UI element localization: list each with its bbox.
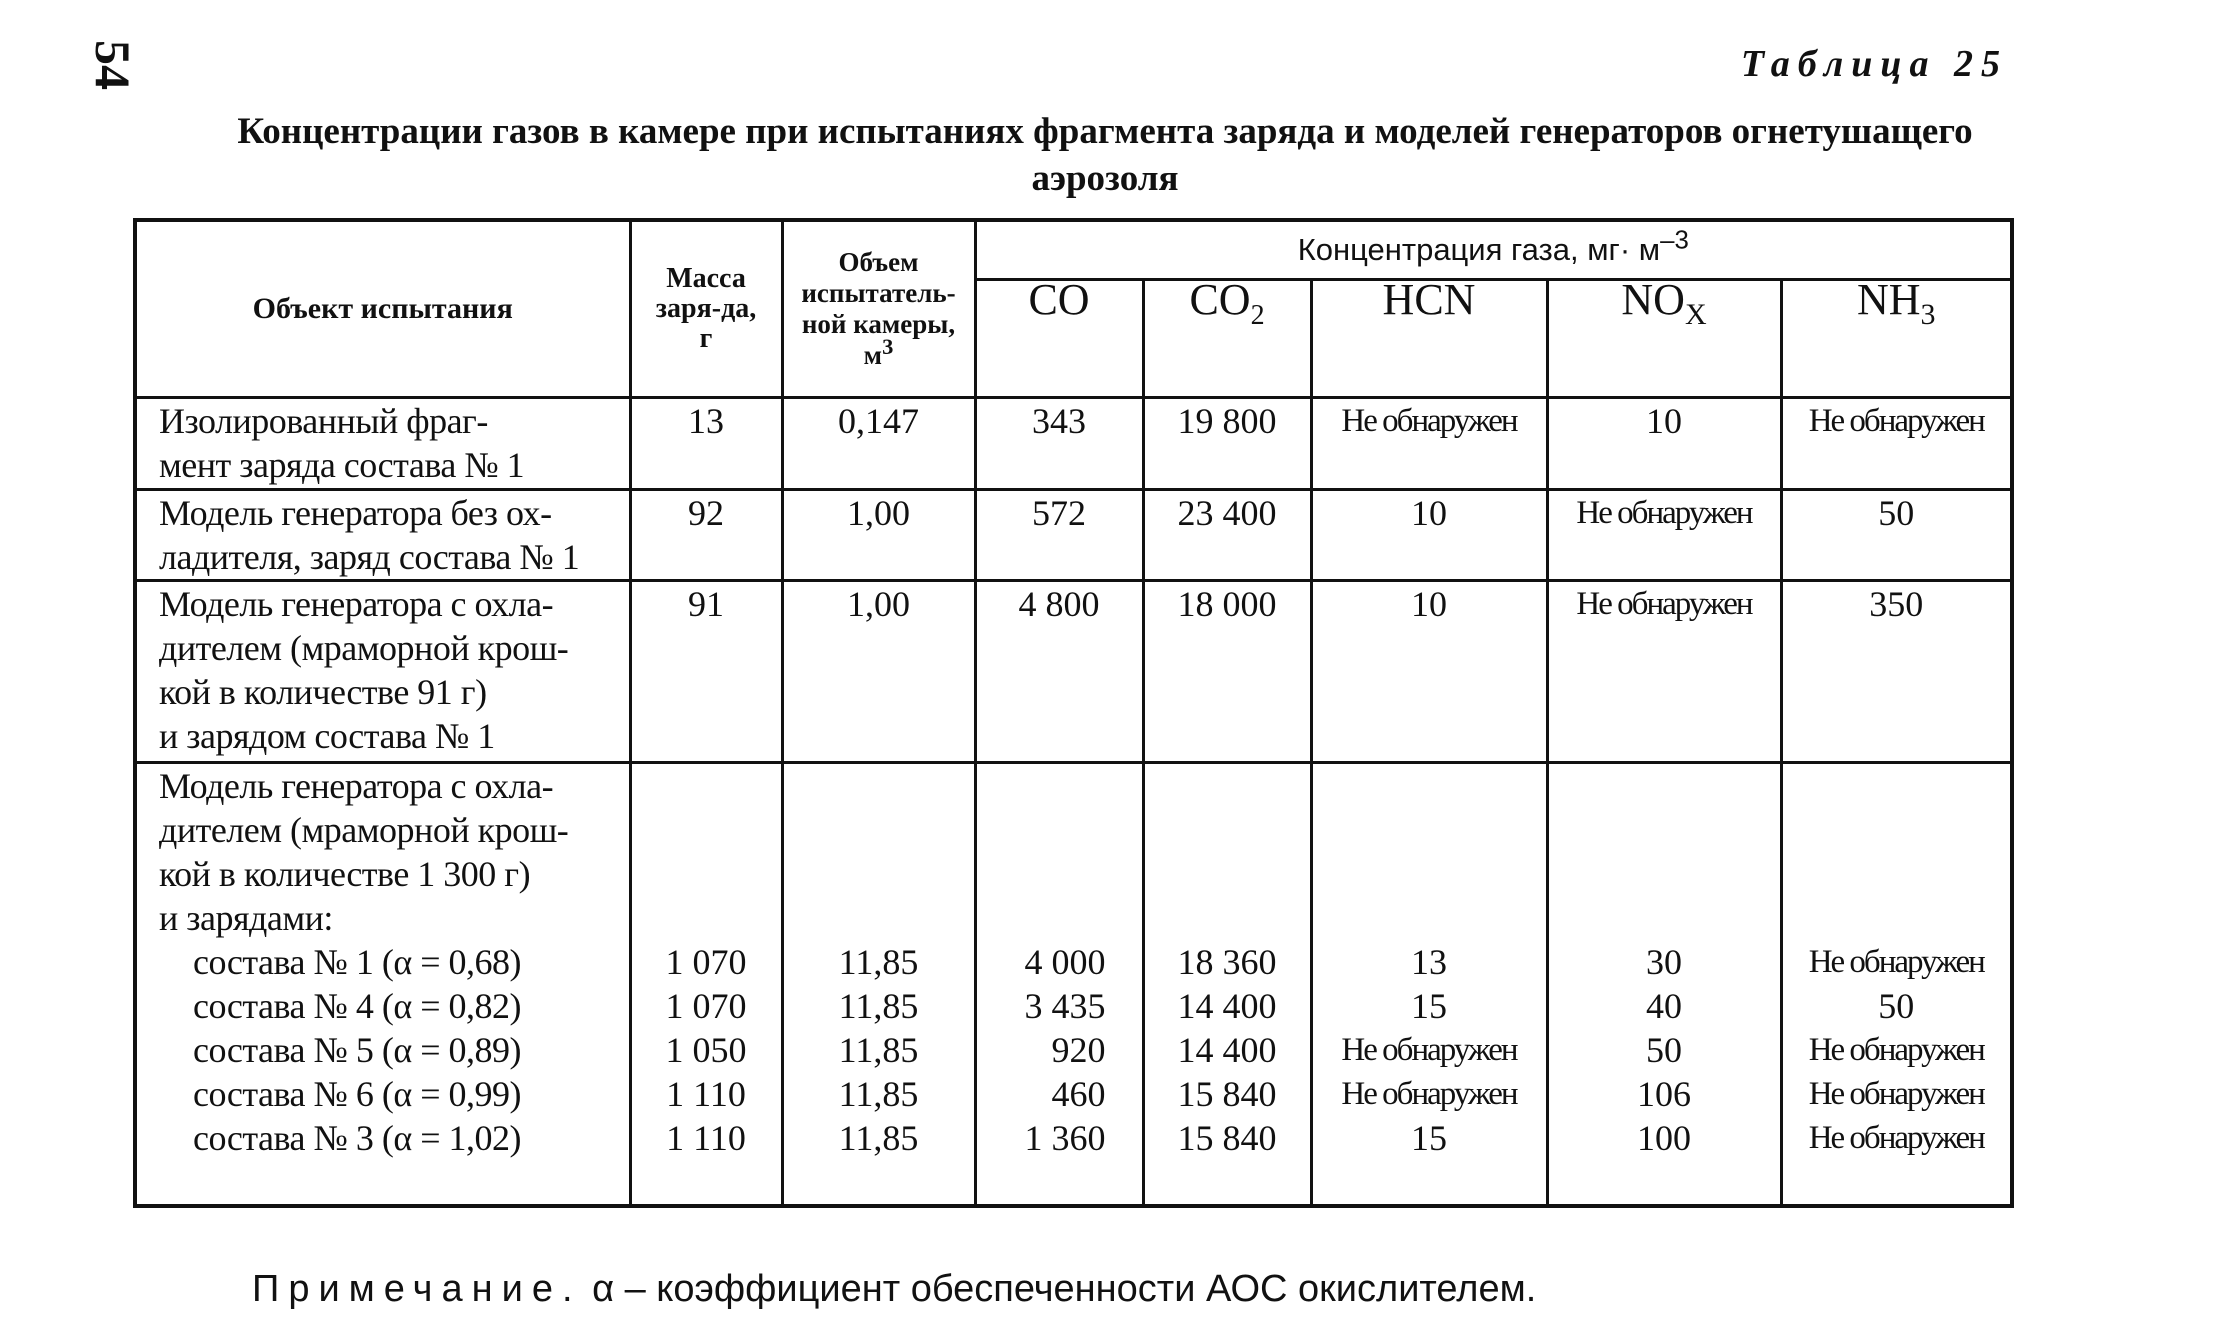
sub-row-label: состава № 4 (α = 0,82) xyxy=(193,986,521,1026)
sub-row-co2: 14 400 xyxy=(1177,986,1277,1026)
row3-object-line3: кой в количестве 91 г) xyxy=(159,672,487,712)
sub-row-hcn: Не обнаружен xyxy=(1341,1076,1517,1112)
header-volume-unit-sup: 3 xyxy=(882,334,894,359)
row2-volume: 1,00 xyxy=(782,490,975,581)
group-nh3-column xyxy=(1781,763,2012,1206)
sub-row-volume: 11,85 xyxy=(838,1074,919,1114)
sub-row-co: 4 000 xyxy=(1024,942,1106,982)
header-mass xyxy=(630,220,782,398)
row4-object xyxy=(135,763,630,1206)
row1-object xyxy=(135,398,630,490)
header-mass-text: Масса заря-да, г xyxy=(655,263,757,354)
header-co: CO xyxy=(975,280,1143,398)
row2-co: 572 xyxy=(975,490,1143,581)
sub-row-mass: 1 070 xyxy=(665,942,747,982)
sub-row-co2: 15 840 xyxy=(1177,1074,1277,1114)
sub-row-hcn: 13 xyxy=(1411,942,1447,982)
row2-object-line1: Модель генератора без ох- xyxy=(159,493,552,533)
sub-row-co: 1 360 xyxy=(1024,1118,1106,1158)
sub-row-mass: 1 050 xyxy=(665,1030,747,1070)
header-volume-line3: ной камеры, xyxy=(801,309,956,339)
row3-object xyxy=(135,581,630,763)
group-spacer xyxy=(1145,764,1310,940)
row2-hcn: 10 xyxy=(1311,490,1547,581)
row1-nh3: Не обнаружен xyxy=(1781,398,2012,490)
row1-object-line1: Изолированный фраг- xyxy=(159,401,488,441)
sub-row-nh3: 50 xyxy=(1878,986,1915,1026)
sub-row-nh3: Не обнаружен xyxy=(1808,1120,1984,1156)
row3-volume: 1,00 xyxy=(782,581,975,763)
sub-row-nox: 40 xyxy=(1646,986,1682,1026)
row3-object-line4: и зарядом состава № 1 xyxy=(159,716,495,756)
sub-row-nox: 100 xyxy=(1637,1118,1691,1158)
header-concentration-text: Концентрация газа, мг· м xyxy=(1297,232,1661,267)
table-row xyxy=(135,398,2012,490)
sub-row-label: состава № 3 (α = 1,02) xyxy=(193,1118,521,1158)
group-spacer xyxy=(1313,764,1546,940)
row4-object-line3: кой в количестве 1 300 г) xyxy=(159,854,531,894)
sub-row-co: 460 xyxy=(1051,1074,1106,1114)
sub-row-co: 3 435 xyxy=(1024,986,1106,1026)
group-co2-column xyxy=(1143,763,1311,1206)
row1-volume: 0,147 xyxy=(782,398,975,490)
header-hcn: HCN xyxy=(1311,280,1547,398)
group-spacer xyxy=(1783,764,2011,940)
row3-hcn: 10 xyxy=(1311,581,1547,763)
header-volume xyxy=(782,220,975,398)
row4-object-line4: и зарядами: xyxy=(159,898,333,938)
header-volume-line4 xyxy=(784,334,974,371)
row2-object-line2: ладителя, заряд состава № 1 xyxy=(159,537,580,577)
header-concentration xyxy=(975,220,2012,280)
group-spacer xyxy=(977,764,1106,940)
row3-nh3: 350 xyxy=(1781,581,2012,763)
row4-object-line2: дителем (мраморной крош- xyxy=(159,810,569,850)
table-label: Таблица 25 xyxy=(1740,43,2008,85)
table-row-group xyxy=(135,763,2012,1206)
row2-mass: 92 xyxy=(630,490,782,581)
header-nox-text: NO xyxy=(1621,275,1685,324)
group-volume-column xyxy=(782,763,975,1206)
row2-nh3: 50 xyxy=(1781,490,2012,581)
footnote-text: α – коэффициент обеспеченности АОС окислителем. xyxy=(581,1268,1537,1310)
group-spacer xyxy=(632,764,781,940)
sub-row-hcn: Не обнаружен xyxy=(1341,1032,1517,1068)
header-volume-line2: испытатель- xyxy=(801,278,956,308)
row3-object-line1: Модель генератора с охла- xyxy=(159,584,554,624)
sub-row-co2: 14 400 xyxy=(1177,1030,1277,1070)
footnote xyxy=(252,1268,1536,1311)
row2-nox: Не обнаружен xyxy=(1547,490,1781,581)
sub-row-co2: 18 360 xyxy=(1177,942,1277,982)
sub-row-hcn: 15 xyxy=(1411,1118,1447,1158)
header-nh3-text: NH xyxy=(1856,275,1921,324)
page-number: 54 xyxy=(85,40,141,90)
row4-object-line1: Модель генератора с охла- xyxy=(159,766,554,806)
gas-concentration-table xyxy=(133,218,2014,1208)
sub-row-volume: 11,85 xyxy=(838,1030,919,1070)
header-volume-unit: м xyxy=(863,340,883,370)
header-nox-sub: X xyxy=(1684,297,1707,331)
group-spacer xyxy=(784,764,974,940)
header-co2-text: CO xyxy=(1189,275,1251,324)
header-co2 xyxy=(1143,275,1311,398)
header-object: Объект испытания xyxy=(135,220,630,398)
row1-object-line2: мент заряда состава № 1 xyxy=(159,445,525,485)
sub-row-co: 920 xyxy=(1051,1030,1106,1070)
row1-hcn: Не обнаружен xyxy=(1311,398,1547,490)
header-nh3 xyxy=(1781,275,2012,398)
sub-row-nox: 106 xyxy=(1637,1074,1691,1114)
sub-row-mass: 1 110 xyxy=(666,1118,746,1158)
header-nh3-sub: 3 xyxy=(1920,297,1936,331)
table-caption: Концентрации газов в камере при испытаниях фрагмента заряда и моделей генераторов огнетушащего аэрозоля xyxy=(237,111,1973,199)
table-row xyxy=(135,490,2012,581)
row3-co: 4 800 xyxy=(975,581,1143,763)
row1-co: 343 xyxy=(975,398,1143,490)
row3-co2: 18 000 xyxy=(1143,581,1311,763)
sub-row-label: состава № 1 (α = 0,68) xyxy=(193,942,521,982)
sub-row-nh3: Не обнаружен xyxy=(1808,1076,1984,1112)
sub-row-nh3: Не обнаружен xyxy=(1808,944,1984,980)
row3-mass: 91 xyxy=(630,581,782,763)
header-nox xyxy=(1547,275,1781,398)
group-co-column xyxy=(975,763,1143,1206)
sub-row-mass: 1 110 xyxy=(666,1074,746,1114)
header-volume-line1: Объем xyxy=(838,247,919,277)
sub-row-volume: 11,85 xyxy=(838,942,919,982)
sub-row-co2: 15 840 xyxy=(1177,1118,1277,1158)
sub-row-mass: 1 070 xyxy=(665,986,747,1026)
group-spacer xyxy=(1549,764,1780,940)
footnote-label: Примечание. xyxy=(252,1268,582,1310)
sub-row-label: состава № 5 (α = 0,89) xyxy=(193,1030,521,1070)
group-hcn-column xyxy=(1311,763,1547,1206)
group-mass-column xyxy=(630,763,782,1206)
sub-row-volume: 11,85 xyxy=(838,986,919,1026)
sub-row-label: состава № 6 (α = 0,99) xyxy=(193,1074,521,1114)
sub-row-nox: 50 xyxy=(1646,1030,1682,1070)
row3-object-line2: дителем (мраморной крош- xyxy=(159,628,569,668)
row2-object xyxy=(135,490,630,581)
row1-nox: 10 xyxy=(1547,398,1781,490)
row1-co2: 19 800 xyxy=(1143,398,1311,490)
row3-nox: Не обнаружен xyxy=(1547,581,1781,763)
group-nox-column xyxy=(1547,763,1781,1206)
row1-mass: 13 xyxy=(630,398,782,490)
sub-row-nh3: Не обнаружен xyxy=(1808,1032,1984,1068)
row2-co2: 23 400 xyxy=(1143,490,1311,581)
header-concentration-sup: –3 xyxy=(1660,226,1689,255)
sub-row-nox: 30 xyxy=(1646,942,1682,982)
sub-row-volume: 11,85 xyxy=(838,1118,919,1158)
header-co2-sub: 2 xyxy=(1250,299,1265,331)
table-row xyxy=(135,581,2012,763)
sub-row-hcn: 15 xyxy=(1411,986,1447,1026)
